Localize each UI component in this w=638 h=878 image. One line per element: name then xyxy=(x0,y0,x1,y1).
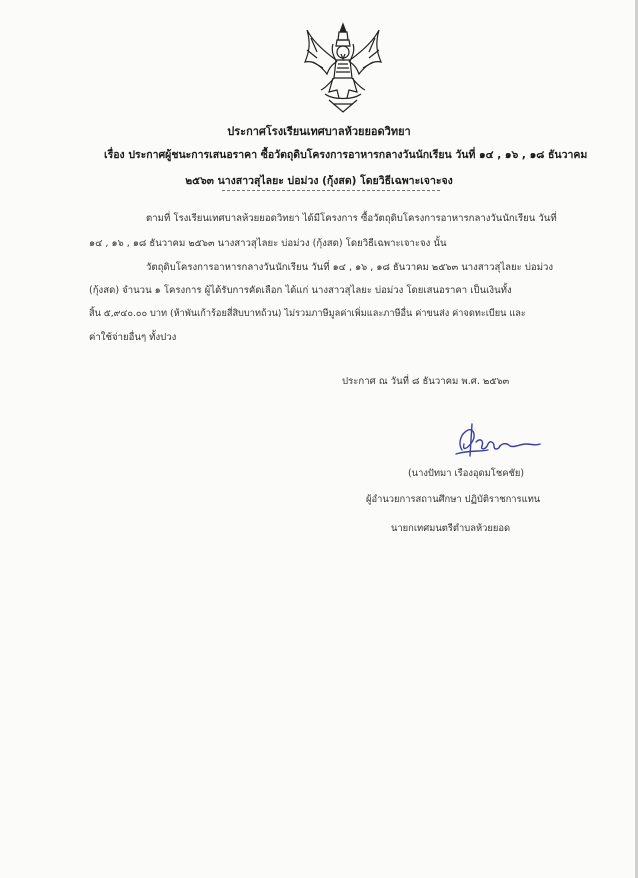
body-line-4: (กุ้งสด) จำนวน ๑ โครงการ ผู้ได้รับการคัดเลือก ได้แก่ นางสาวสุไลยะ บ่อม่วง โดยเสนอราคา เป็นเงินทั้ง xyxy=(89,285,512,296)
body-line-1: ตามที่ โรงเรียนเทศบาลห้วยยอดวิทยา ได้มีโครงการ ซื้อวัตถุดิบโครงการอาหารกลางวันนักเรียน วันที่ xyxy=(146,213,557,224)
body-line-6: ค่าใช้จ่ายอื่นๆ ทั้งปวง xyxy=(89,332,177,343)
body-line-5: สิ้น ๕,๙๔๐.๐๐ บาท (ห้าพันเก้าร้อยสี่สิบบาทถ้วน) ไม่รวมภาษีมูลค่าเพิ่มและภาษีอื่น ค่าขนส่ง ค่าจดทะเบียน และ xyxy=(89,308,526,319)
body-line-2: ๑๔ , ๑๖ , ๑๘ ธันวาคม ๒๕๖๓ นางสาวสุไลยะ บ่อม่วง (กุ้งสด) โดยวิธีเฉพาะเจาะจง นั้น xyxy=(89,238,447,249)
announcement-title: ประกาศโรงเรียนเทศบาลห้วยยอดวิทยา xyxy=(227,125,411,138)
subject-line-1: เรื่อง ประกาศผู้ชนะการเสนอราคา ซื้อวัตถุดิบโครงการอาหารกลางวันนักเรียน วันที่ ๑๔ , ๑๖ , ๑๘ ธันวาคม xyxy=(104,149,588,161)
dashed-divider xyxy=(222,190,440,191)
signatory-name: (นางปัทมา เรืองอุดมโชคชัย) xyxy=(408,468,524,479)
handwritten-signature-icon xyxy=(448,420,543,462)
subject-line-2: ๒๕๖๓ นางสาวสุไลยะ บ่อม่วง (กุ้งสด) โดยวิธีเฉพาะเจาะจง xyxy=(185,175,453,187)
signatory-position-1: ผู้อำนวยการสถานศึกษา ปฏิบัติราชการแทน xyxy=(366,494,541,505)
body-line-3: วัตถุดิบโครงการอาหารกลางวันนักเรียน วันที่ ๑๔ , ๑๖ , ๑๘ ธันวาคม ๒๕๖๓ นางสาวสุไลยะ บ่อม่วง xyxy=(146,262,554,273)
garuda-emblem-icon xyxy=(303,22,383,114)
announcement-date: ประกาศ ณ วันที่ ๘ ธันวาคม พ.ศ. ๒๕๖๓ xyxy=(342,376,510,387)
signatory-position-2: นายกเทศมนตรีตำบลห้วยยอด xyxy=(391,523,511,534)
